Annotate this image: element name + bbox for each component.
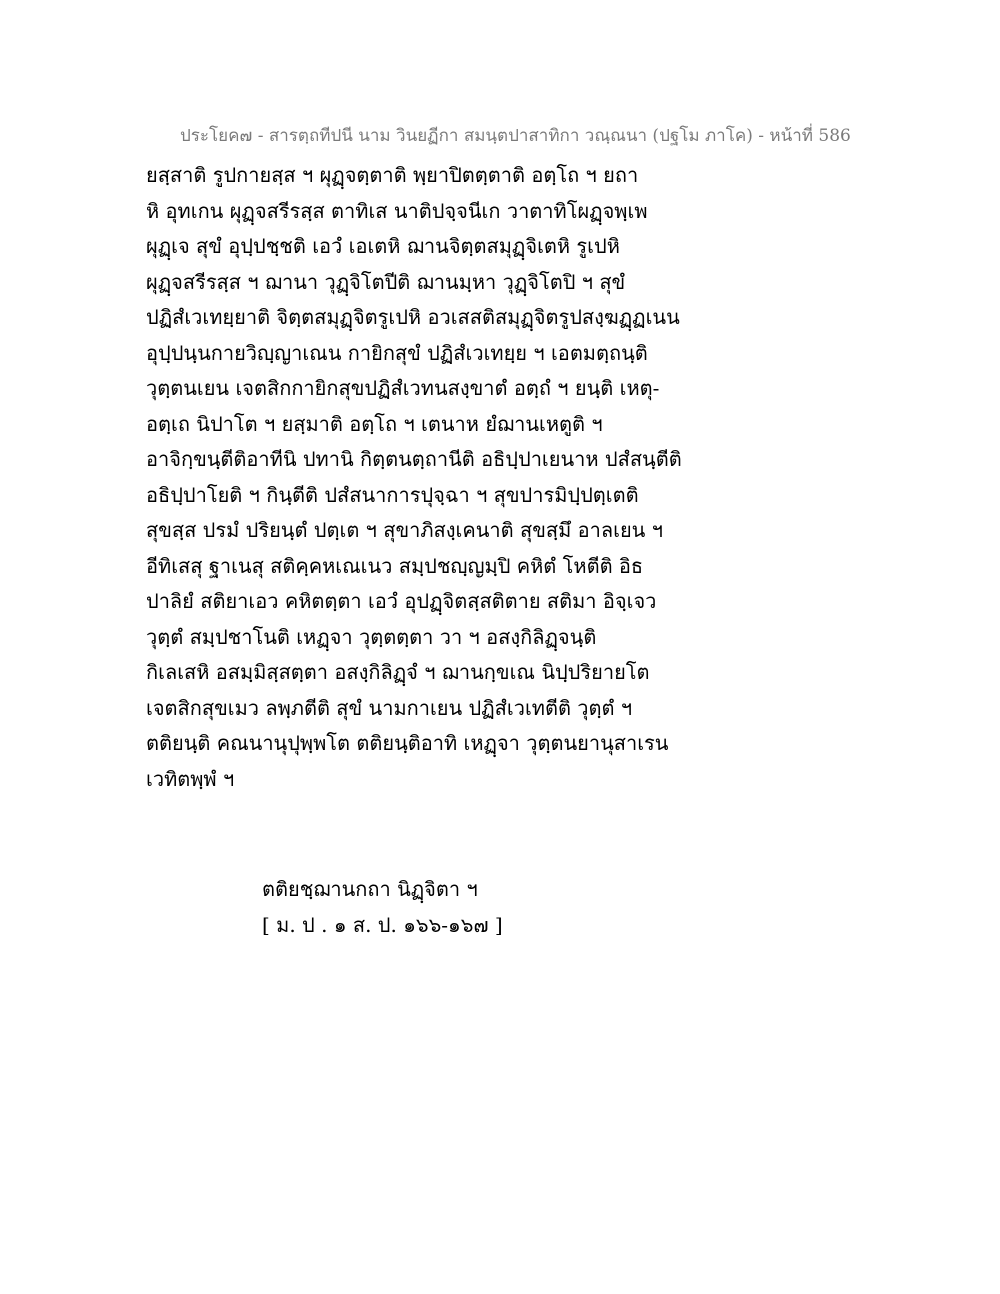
text-line: วุตฺตนเยน เจตสิกกายิกสุขปฏิสํเวทนสงฺขาตํ อตฺถํ ฯ ยนฺติ เหตุ-	[146, 376, 660, 400]
text-line: หิ อุทเกน ผุฏฺจสรีรสฺส ตาทิเส นาติปจฺจนีเก วาตาทิโผฏฺจพฺเพ	[146, 198, 648, 223]
text-line: อตฺเถ นิปาโต ฯ ยสฺมาติ อตฺโถ ฯ เตนาห ยํฌานเหตูติ ฯ	[146, 411, 603, 436]
text-line: เจตสิกสุขเมว ลพฺภตีติ สุขํ นามกาเยน ปฏิสํเวเทตีติ วุตฺตํ ฯ	[146, 695, 633, 720]
text-line: วุตฺตํ สมฺปชาโนติ เหฏฺจา วุตฺตตฺตา วา ฯ อสงฺกิลิฏฺจนฺติ	[146, 624, 597, 649]
text-line: ปฏิสํเวเทยฺยาติ จิตฺตสมุฏฺจิตรูเปหิ อวเสสติสมุฏฺจิตรูปสงฺฆฏฺฏเนน	[146, 305, 680, 329]
chapter-closing	[262, 871, 762, 943]
text-line: อธิปฺปาโยติ ฯ กินฺตีติ ปสํสนาการปุจฺฉา ฯ สุขปารมิปฺปตฺเตติ	[146, 482, 639, 507]
text-line: เวทิตพฺพํ ฯ	[146, 766, 235, 791]
chapter-end-title: ตติยชฺฌานกถา นิฏฺจิตา ฯ	[262, 877, 478, 901]
text-line: อาจิกฺขนฺตีติอาทีนิ ปทานิ กิตฺตนตฺถานีติ อธิปฺปาเยนาห ปสํสนฺตีติ	[146, 447, 682, 471]
text-line: อีทิเสสุ ฐาเนสุ สติคฺคหเณเนว สมฺปชญฺญมฺปิ คหิตํ โหตีติ อิธ	[146, 553, 644, 578]
text-line: กิเลเสหิ อสมฺมิสฺสตฺตา อสงฺกิลิฏฺจํ ฯ ฌานกฺขเณ นิปฺปริยายโต	[146, 660, 650, 684]
text-line: อุปฺปนฺนกายวิญฺญาเณน กายิกสุขํ ปฏิสํเวเทยฺย ฯ เอตมตฺถนฺติ	[146, 340, 648, 365]
body-text	[146, 158, 866, 797]
text-line: ผุฏฺจสรีรสฺส ฯ ฌานา วุฏฺจิโตปีติ ฌานมฺหา วุฏฺจิโตปิ ฯ สุขํ	[146, 269, 626, 294]
text-line: สุขสฺส ปรมํ ปริยนฺตํ ปตฺเต ฯ สุขาภิสงฺเคนาติ สุขสฺมึ อาลเยน ฯ	[146, 518, 663, 542]
running-header: ประโยค๗ - สารตฺถทีปนี นาม วินยฏีกา สมนฺตปาสาทิกา วณฺณนา (ปฐโม ภาโค) - หน้าที่ 586	[180, 126, 851, 146]
text-line: ผุฏฺเจ สุขํ อุปฺปชฺชติ เอวํ เอเตหิ ฌานจิตฺตสมุฏฺจิเตหิ รูเปหิ	[146, 234, 620, 258]
text-line: ตติยนฺติ คณนานุปุพฺพโต ตติยนฺติอาทิ เหฏฺจา วุตฺตนยานุสาเรน	[146, 731, 669, 755]
text-line: ยสฺสาติ รูปกายสฺส ฯ ผุฏฺจตฺตาติ พฺยาปิตตฺตาติ อตฺโถ ฯ ยถา	[146, 163, 639, 187]
page-reference: [ ม. ป . ๑ ส. ป. ๑๖๖-๑๖๗ ]	[262, 913, 503, 937]
text-line: ปาลิยํ สติยาเอว คหิตตฺตา เอวํ อุปฏฺจิตสฺสติตาย สติมา อิจฺเจว	[146, 589, 657, 613]
